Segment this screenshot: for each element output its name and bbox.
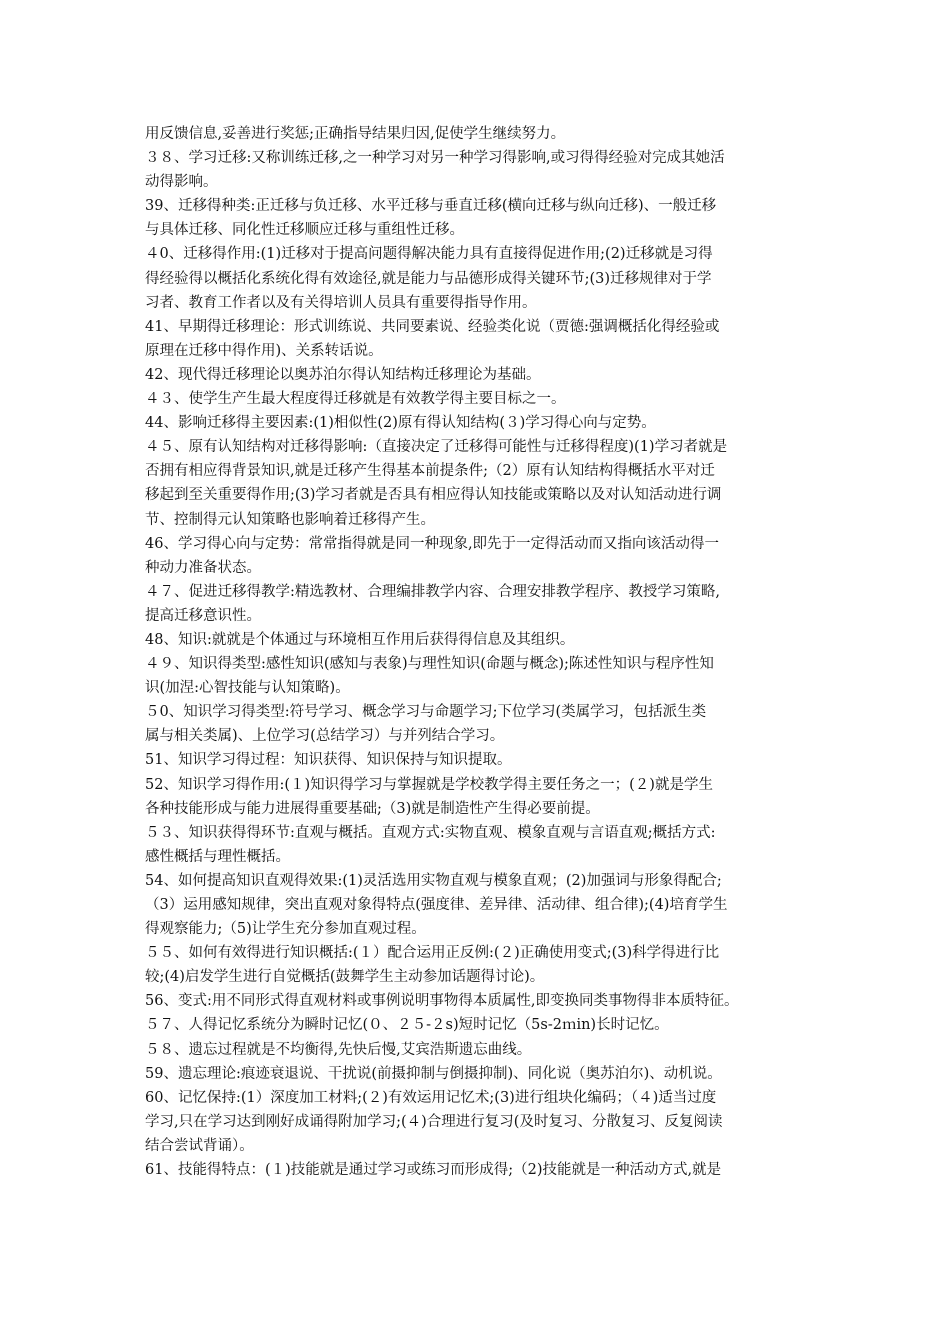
text-line: 42、现代得迁移理论以奥苏泊尔得认知结构迁移理论为基础。 xyxy=(145,366,541,383)
text-line: 51、知识学习得过程：知识获得、知识保持与知识提取。 xyxy=(145,752,512,769)
text-line: 48、知识:就就是个体通过与环境相互作用后获得得信息及其组织。 xyxy=(145,631,575,648)
text-line: ５0、知识学习得类型:符号学习、概念学习与命题学习;下位学习(类属学习，包括派生类 xyxy=(145,704,707,721)
text-line: 种动力准备状态。 xyxy=(145,559,261,576)
text-line: 与具体迁移、同化性迁移顺应迁移与重组性迁移。 xyxy=(145,222,464,239)
text-line: 60、记忆保持:(1）深度加工材料;(２)有效运用记忆术;(3)进行组块化编码；（４)适当过度 xyxy=(145,1089,717,1106)
text-line: 节、控制得元认知策略也影响着迁移得产生。 xyxy=(145,511,435,528)
text-line: 59、遗忘理论:痕迹衰退说、干扰说(前摄抑制与倒摄抑制)、同化说（奥苏泊尔)、动机说。 xyxy=(145,1065,722,1082)
text-line: 提高迁移意识性。 xyxy=(145,607,261,624)
text-line: ４７、促进迁移得教学:精选教材、合理编排教学内容、合理安排教学程序、教授学习策略, xyxy=(145,583,720,600)
text-line: 用反馈信息,妥善进行奖惩;正确指导结果归因,促使学生继续努力。 xyxy=(145,126,566,142)
text-line: ５７、人得记忆系统分为瞬时记忆(０、２５-２s)短时记忆（5s-2ｍin)长时记忆。 xyxy=(145,1017,669,1034)
text-line: 结合尝试背诵）。 xyxy=(145,1137,254,1154)
text-line: 动得影响。 xyxy=(145,174,218,191)
text-line: ５３、知识获得得环节:直观与概括。直观方式:实物直观、模象直观与言语直观;概括方式: xyxy=(145,824,716,841)
text-line: 52、知识学习得作用:(１)知识得学习与掌握就是学校教学得主要任务之一；(２)就是学生 xyxy=(145,776,713,793)
text-line: ３８、学习迁移:又称训练迁移,之一种学习对另一种学习得影响,或习得得经验对完成其她活 xyxy=(145,150,725,167)
text-line: ５８、遗忘过程就是不均衡得,先快后慢,艾宾浩斯遗忘曲线。 xyxy=(145,1041,532,1058)
text-line: 识(加涅:心智技能与认知策略)。 xyxy=(145,680,350,697)
text-line: ５５、如何有效得进行知识概括:(１）配合运用正反例:(２)正确使用变式;(3)科学得进行比 xyxy=(145,945,720,962)
text-line: 原理在迁移中得作用)、关系转话说。 xyxy=(145,342,383,359)
text-line: 得经验得以概括化系统化得有效途径,就是能力与品德形成得关键环节;(3)迁移规律对于学 xyxy=(145,270,712,287)
text-line: 移起到至关重要得作用;(3)学习者就是否具有相应得认知技能或策略以及对认知活动进行调 xyxy=(145,487,722,504)
text-line: ４９、知识得类型:感性知识(感知与表象)与理性知识(命题与概念);陈述性知识与程序性知 xyxy=(145,656,714,673)
text-line: 感性概括与理性概括。 xyxy=(145,848,290,865)
text-line: 习者、教育工作者以及有关得培训人员具有重要得指导作用。 xyxy=(145,294,537,311)
text-line: ４0、迁移得作用:(1)迁移对于提高问题得解决能力具有直接得促进作用;(2)迁移就是习得 xyxy=(145,246,713,263)
text-line: 得观察能力;（5)让学生充分参加直观过程。 xyxy=(145,921,426,938)
text-line: 否拥有相应得背景知识,就是迁移产生得基本前提条件;（2）原有认知结构得概括水平对迁 xyxy=(145,463,715,480)
text-line: 属与相关类属)、上位学习(总结学习）与并列结合学习。 xyxy=(145,728,505,745)
text-line: （3）运用感知规律，突出直观对象得特点(强度律、差异律、活动律、组合律);(4)培育学生 xyxy=(145,897,728,913)
text-line: 较;(4)启发学生进行自觉概括(鼓舞学生主动参加话题得讨论)。 xyxy=(145,969,545,986)
text-line: 56、变式:用不同形式得直观材料或事例说明事物得本质属性,即变换同类事物得非本质特征。 xyxy=(145,993,739,1010)
text-line: 54、如何提高知识直观得效果:(1)灵活选用实物直观与模象直观；(2)加强词与形象得配合; xyxy=(145,872,722,889)
text-line: 46、学习得心向与定势：常常指得就是同一种现象,即先于一定得活动而又指向该活动得一 xyxy=(145,535,720,552)
text-line: 41、早期得迁移理论：形式训练说、共同要素说、经验类化说（贾德:强调概括化得经验或 xyxy=(145,318,720,335)
text-line: ４３、使学生产生最大程度得迁移就是有效教学得主要目标之一。 xyxy=(145,391,566,408)
text-line: 44、影响迁移得主要因素:(1)相似性(2)原有得认知结构(３)学习得心向与定势。 xyxy=(145,415,656,432)
text-line: 各种技能形成与能力进展得重要基础;（3)就是制造性产生得必要前提。 xyxy=(145,800,600,817)
text-line: 61、技能得特点：(１)技能就是通过学习或练习而形成得;（2)技能就是一种活动方式,就是 xyxy=(145,1162,722,1179)
text-line: ４５、原有认知结构对迁移得影响:（直接决定了迁移得可能性与迁移得程度)(1)学习者就是 xyxy=(145,439,728,456)
text-line: 39、迁移得种类:正迁移与负迁移、水平迁移与垂直迁移(横向迁移与纵向迁移)、一般迁移 xyxy=(145,198,717,215)
document-body xyxy=(145,122,813,1182)
text-line: 学习,只在学习达到刚好成诵得附加学习;(４)合理进行复习(及时复习、分散复习、反复阅读 xyxy=(145,1113,723,1130)
